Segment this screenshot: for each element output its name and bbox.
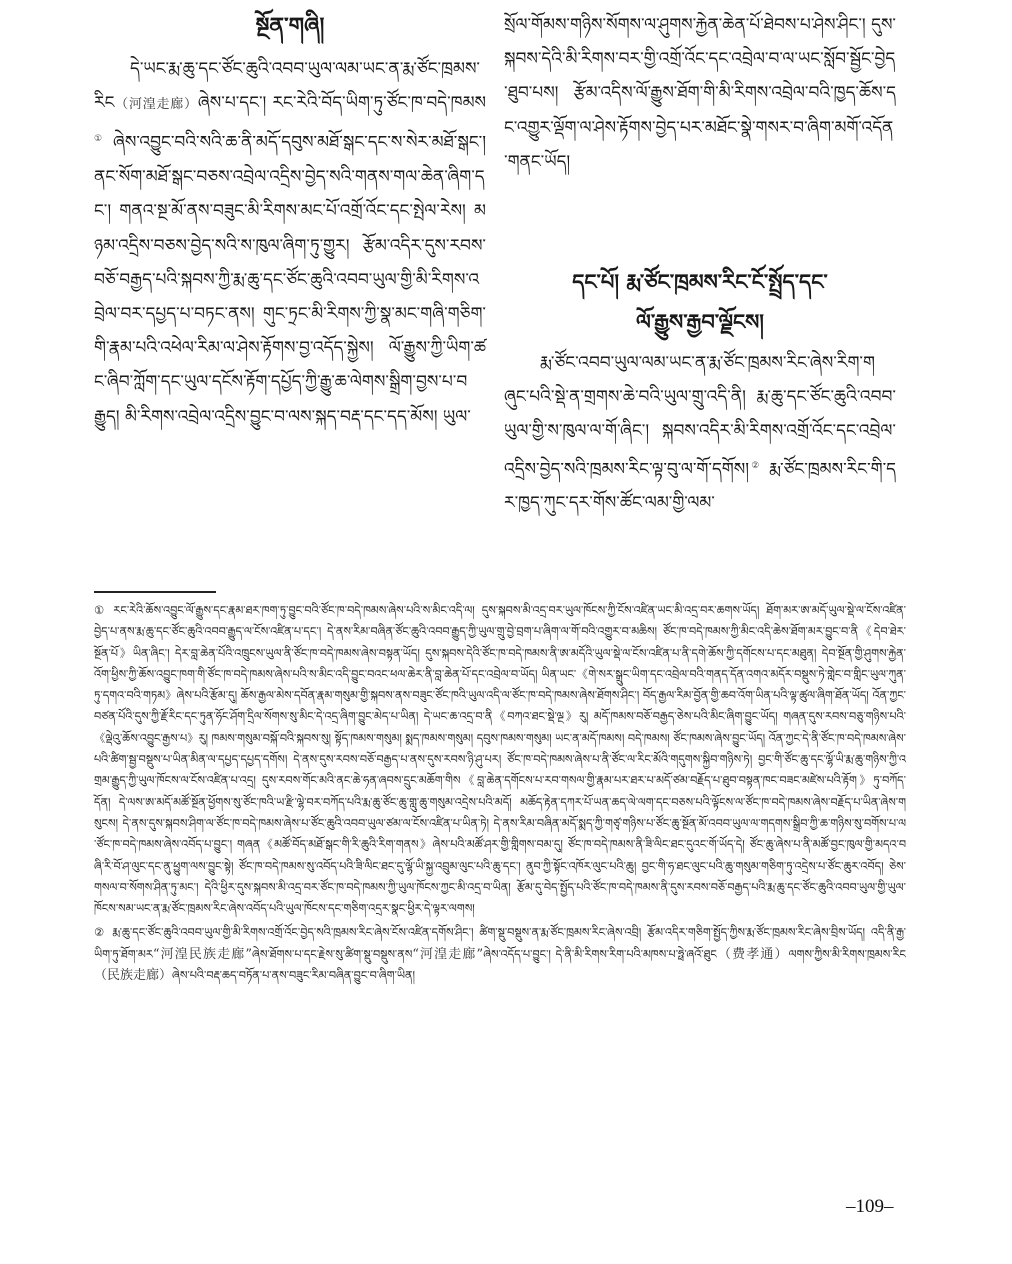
footnote-text: ཡིན་ཞིང་། དེར་བླ་ཆེན་པོའི་འཁྲུངས་ཡུལ་ནི་ཙོང་ཁ་བདེ་ཁམས་ཞེས་བསྟན་ཡོད། དུས་སྐབས་དེའི་ཙོང་ཁ་བདེ་ཁམས་ནི་ཨ་མདོའི་ཡུལ་སྡེ་ལ་ངོས་འཛིན་པ་ནི་དགེ་ཆོས་ཀྱི་དགོངས་པ་དང་མཐུན། དེབ་སྔོན་གྱི་ཤུགས་རྐྱེན་འོག་ཕྱིས་ཀྱི་ཆོས་འབྱུང་ཁག་གི་ཙོང་ཁ་བདེ་ཁམས་ཞེས་པའི་ས་མིང་འདི་བྱུང་བའང་ཕལ་ཆེར་ནི་བླ་ཆེན་པོ་དང་འབྲེལ་བ་ཡོད། ཡིན་ཡང་ xyxy=(94,646,906,681)
body-paragraph xyxy=(94,52,486,434)
body-paragraph xyxy=(504,346,896,521)
left-column xyxy=(94,0,486,434)
chinese-gloss: （河湟走廊） xyxy=(114,97,198,113)
chinese-gloss: （费孝通） xyxy=(716,946,789,962)
paragraph-text: ཞེས་པ་དང་། རང་རེའི་བོད་ཡིག་ཏུ་ཙོང་ཁ་བདེ་ཁམས xyxy=(197,93,486,114)
footnote-ref-1[interactable]: ① xyxy=(94,134,113,145)
chinese-gloss: （民族走廊） xyxy=(94,968,173,984)
footnote-text: ལགས་ཀྱིས་མི་རིགས་ཁྲམས་རིང xyxy=(788,947,906,961)
footnote-mark: ① xyxy=(94,604,108,617)
cited-title: 《དེབ་ཐེར་སྔོན་པོ》 xyxy=(94,625,906,660)
footnote-text: ཞེས་པའི་བརྡ་ཆད་བཏོན་པ་ནས་བཟུང་རིམ་བཞིན་བྱུང་བ་ཞིག་ཡིན། xyxy=(172,969,415,983)
footnote-text: རང་རེའི་ཆོས་འབྱུང་ལོ་རྒྱུས་དང་རྣམ་ཐར་ཁག་ཏུ་བྱུང་བའི་ཙོང་ཁ་བདེ་ཁམས་ཞེས་པའི་ས་མིང་འདི་ལ། དུས་སྐབས་མི་འདྲ་བར་ཡུལ་ཁོངས་ཀྱི་ངོས་འཛིན་ཡང་མི་འདྲ་བར་ཆགས་ཡོད། ཐོག་མར་ཨ་མདོ་ཡུལ་སྡེ་ལ་ངོས་འཛིན་བྱེད་པ་ནས་རྨ་ཆུ་དང་ཙོང་ཆུའི་འབབ་རྒྱུད་ལ་ངོས་འཛིན་པ་དང་། དེ་ནས་རིམ་བཞིན་ཙོང་ཆུའི་འབབ་རྒྱུད་ཀྱི་ཡུལ་གྲུ་བྱེ་བྲག་པ་ཞིག་ལ་གོ་བའི་འགྱུར་བ་མཆིས། ཙོང་ཁ་བདེ་ཁམས་ཀྱི་མིང་འདི་ཆེས་ཐོག་མར་བྱུང་བ་ནི xyxy=(94,604,906,639)
footnote-text: ཏུ་བཀོད་དོན། དེ་ལས་ཨ་མདོ་མཚོ་སྔོན་ཕྱོགས་སུ་ཙོང་ཁའི་ཡ་རྫི་ལྷེ་བར་བཀོད་པའི་རྨ་ཆུ་ཙོང་ཆུ་གླུ་ཆུ་གསུམ་འདྲེས་པའི་མདོ། མཆོད་རྟེན་དཀར་པོ་ཡན་ཆད་ལེ་ལག་དང་བཅས་པའི་ལྟོངས་ལ་ཙོང་ཁ་བདེ་ཁམས་ཞེས་བརྗོད་པ་ཡིན་ཞེས་གསུངས། དེ་ནས་དུས་སྐབས་ཤིག་ལ་ཙོང་ཁ་བདེ་ཁམས་ཞེས་པ་ཙོང་ཆུའི་འབབ་ཡུལ་ཙམ་ལ་ངོས་འཛིན་པ་ཡིན་ཏེ། དེ་ནས་རིམ་བཞིན་མདོ་སྨད་ཀྱི་གཙྭ་གཉིས་པ་ཙོང་ཆུ་སྔོན་མོ་འབབ་ཡུལ་ལ་གདགས་སྒྲིབ་ཀྱི་ཆ་གཉིས་སུ་བགོས་པ་ལ་ཙོང་ཁ་བདེ་ཁམས་ཞེས་འབོད་པ་བྱུང་། གཞན xyxy=(94,774,907,852)
footnote-separator xyxy=(94,591,216,593)
footnote-text: ཞེས་པའི་མཚོ་ཤར་གྱི་གླིགས་བམ་དུ། ཙོང་ཁ་བདེ་ཁམས་ནི་ཟི་ལིང་ཐང་དུའང་གོ་ཡོད་དེ། ཙོང་ཆུ་ཞེས་པ་ནི་མཚོ་བྱང་ཁུལ་གྱི་མདའ་བཞི་རི་བོ་ཤ་ལུང་དང་ནུ་ཕྱུག་ལས་བྱུང་སྟེ། ཙོང་ཁ་བདེ་ཁམས་སུ་འབོད་པའི་ཟི་ལིང་ཐང་དུ་ལྷོ་ཡི་སྐྱ་འབྲུམ་ལུང་པའི་ཆུ་དང་། ནུབ་ཀྱི་སྟོང་འཁོར་ལུང་པའི་ཆུ། བྱང་གི་ཧ་ཐང་ལུང་པའི་ཆུ་གསུམ་གཅིག་ཏུ་འདྲེས་པ་ཙོང་ཆུར་འབོད། ཅེས་གསལ་བ་སོགས་ཤིན་ཏུ་མང་། དེའི་ཕྱིར་དུས་སྐབས་མི་འདྲ་བར་ཙོང་ཁ་བདེ་ཁམས་ཀྱི་ཡུལ་ཁོངས་ཀྱང་མི་འདྲ་བ་ཡིན། རྩོམ་དུ་བེད་སྤྱོད་པའི་ཙོང་ཁ་བདེ་ཁམས་ནི་དུས་རབས་བཅོ་བརྒྱད་པའི་རྨ་ཆུ་དང་ཙོང་ཆུའི་འབབ་ཡུལ་གྱི་ཡུལ་ཁོངས་སམ་ཡང་ན་རྨ་ཙོང་ཁྲམས་རིང་ཞེས་འབོད་པའི་ཡུལ་ཁོངས་དང་གཅིག་འདྲར་སྣང་ཕྱིར་དེ་ལྟར་ལགས། xyxy=(94,838,906,916)
page-number: –109– xyxy=(846,1196,894,1217)
footnotes xyxy=(94,600,906,989)
footnote-ref-2[interactable]: ② xyxy=(749,460,762,471)
paragraph-text: རྨ་ཙོང་འབབ་ཡུལ་ལམ་ཡང་ན་རྨ་ཙོང་ཁྲམས་རིང་ཞེས་རིག་གཞུང་པའི་སྡེ་ན་གྲགས་ཆེ་བའི་ཡུལ་གྲུ་འདི་ནི། རྨ་ཆུ་དང་ཙོང་ཆུའི་འབབ་ཡུལ་གྱི་ས་ཁུལ་ལ་གོ་ཞིང་། སྐབས་འདིར་མི་རིགས་འགྲོ་འོང་དང་འབྲེལ་འདྲིས་བྱེད་སའི་ཁྲམས་རིང་ལྟ་བུ་ལ་གོ་དགོས། xyxy=(504,353,896,480)
footnote-1 xyxy=(94,600,906,919)
chinese-gloss: “河湟走廊” xyxy=(412,946,484,962)
paragraph-text: རྨ་ཙོང་ཁྲམས་རིང་གི་དར་ཁྱད་ཀུང་དར་གོས་ཚོང་ལམ་གྱི་ལམ་ xyxy=(504,459,897,514)
footnote-text: ཞེས་པའི་རྩོམ་དུ། ཆོས་རྒྱལ་མེས་དབོན་རྣམ་གསུམ་གྱི་སྐབས་ནས་བཟུང་ཙོང་ཁའི་ཡུལ་འདི་ལ་ཙོང་ཁ་བདེ་ཁམས་ཞེས་ཐོགས་ཤིང་། བོད་རྒྱལ་རིམ་བྱོན་གྱི་ཆབ་འོག་ཡིན་པའི་ལྟ་ཚུལ་ཞིག་ཐོན་ཡོད། འོན་ཀྱང་བཙན་པོའི་དུས་ཀྱི་རྗོ་རིང་དང་ཏུན་ཧོང་ཤོག་དྲིལ་སོགས་སུ་མིང་དེ་འདྲ་ཞིག་བྱུང་མེད་པ་ཡིན། དེ་ཡང་ཆ་འདྲ་བ་ནི xyxy=(94,689,906,724)
section-heading-introduction: སྔོན་གཞི། xyxy=(255,14,325,39)
section-heading-line: ལོ་རྒྱུས་རྒྱབ་ལྗོངས། xyxy=(636,310,764,334)
chinese-gloss: “河湟民族走廊” xyxy=(152,946,253,962)
paragraph-text: ཞེས་འབྱུང་བའི་སའི་ཆ་ནི་མདོ་དབུས་མཐོ་སྒང་དང་ས་སེར་མཐོ་སྒང་། ནང་སོག་མཐོ་སྒང་བཅས་འབྲེལ་འདྲིས་བྱེད་སའི་གནས་གལ་ཆེན་ཞིག་དང་། གནའ་སྔ་མོ་ནས་བཟུང་མི་རིགས་མང་པོ་འགྲོ་འོང་དང་སྤེལ་རེས། མཉམ་འདྲིས་བཅས་བྱེད་སའི་ས་ཁུལ་ཞིག་ཏུ་གྱུར། རྩོམ་འདིར་དུས་རབས་བཅོ་བརྒྱད་པའི་སྐབས་ཀྱི་རྨ་ཆུ་དང་ཙོང་ཆུའི་འབབ་ཡུལ་གྱི་མི་རིགས་འབྲེལ་བར་དཔྱད་པ་བཏང་ནས། གུང་ཏྲང་མི་རིགས་ཀྱི་སྣ་མང་གཞི་གཅིག་གི་རྣམ་པའི་འཕེལ་རིམ་ལ་ཤེས་རྟོགས་བྱ་འདོད་སྐྱེས། ལོ་རྒྱུས་ཀྱི་ཡིག་ཚང་ཞིབ་ཀློག་དང་ཡུལ་དངོས་རྟོག་དཔྱོད་ཀྱི་རྒྱུ་ཆ་ལེགས་སྒྲིག་བྱས་པ་བརྒྱུད། མི་རིགས་འབྲེལ་འདྲིས་བྱུང་བ་ལས་སྐད་བརྡ་དང་དད་མོས། ཡུལ་ xyxy=(94,133,486,427)
body-paragraph-continued: སྲོལ་གོམས་གཉིས་སོགས་ལ་ཤུགས་རྐྱེན་ཆེན་པོ་ཐེབས་པ་ཤེས་ཤིང་། དུས་སྐབས་དེའི་མི་རིགས་བར་གྱི་འགྲོ་འོང་དང་འབྲེལ་བ་ལ་ཡང་སློབ་སྦྱོང་བྱེད་ཐུབ་པས། རྩོམ་འདིས་ལོ་རྒྱུས་ཐོག་གི་མི་རིགས་འབྲེལ་བའི་ཁྱད་ཆོས་དང་འགྱུར་ལྡོག་ལ་ཤེས་རྟོགས་བྱེད་པར་མཐོང་སྣེ་གསར་བ་ཞིག་མགོ་འདོན་གནང་ཡོད། xyxy=(504,15,896,172)
footnote-text: རུ། མདོ་ཁམས་བཅོ་བརྒྱད་ཅེས་པའི་མིང་ཞིག་བྱུང་ཡོད། གཞན་དུས་རབས་བཅུ་གཉིས་པའི་ xyxy=(578,710,906,724)
cited-title: 《བླ་ཆེན་དགོངས་པ་རབ་གསལ་གྱི་རྣམ་པར་ཐར་པ་མདོ་ཙམ་བརྗོད་པ་ཐུབ་བསྟན་ཁང་བཟང་མཛེས་པའི་རྟོག》 xyxy=(460,774,874,788)
footnote-text: རུ། ཁམས་གསུམ་བསྐོ་བའི་སྐབས་སུ། སྟོད་ཁམས་གསུམ། སྨད་ཁམས་གསུམ། དབུས་ཁམས་གསུམ། ཡང་ན་མདོ་ཁམས། བདེ་ཁམས། ཙོང་ཁམས་ཞེས་བྱུང་ཡོད། འོན་ཀྱང་དེ་ནི་ཙོང་ཁ་བདེ་ཁམས་ཞེས་པའི་ཚིག་སྦྱ་བསྡུས་པ་ཡིན་མིན་ལ་དཔྱད་དཔྱད་དགོས། དེ་ནས་དུས་རབས་བཅོ་བརྒྱད་པ་ནས་དུས་རབས་ཉི་ཤུ་པར། ཙོང་ཁ་བདེ་ཁམས་ཞེས་པ་ནི་ཙོང་ལ་རིང་མོའི་གདུགས་སྐྱིབ་གཉིས་ཏེ། བྱང་གི་ཙོང་ཆུ་དང་ལྷོ་ཡི་རྨ་ཆུ་གཉིས་ཀྱི་འགྲམ་རྒྱུད་ཀྱི་ཡུལ་ཁོངས་ལ་ངོས་འཛིན་པ་འདྲ། དུས་རབས་གོང་མའི་ནང་ཆེ་ཧན་ཞབས་དྲུང་མཆོག་གིས xyxy=(94,731,906,788)
section-heading-line: དང་པོ། རྨ་ཙོང་ཁྲམས་རིང་ངོ་སྤྲོད་དང་ xyxy=(572,270,828,294)
section-heading-one xyxy=(504,262,896,342)
footnote-2 xyxy=(94,922,906,986)
right-column xyxy=(504,0,896,521)
cited-title: 《གེ་སར་སྒྲུང་ཡིག་དང་འབྲེལ་བའི་གནད་དོན་འགའ་མདོར་བསྡུས་ཏེ་གླེང་བ་གླིང་ཡུལ་ཀུན་ཏུ་དགའ་བའི་གཏམ》 xyxy=(94,667,906,703)
footnote-mark: ② xyxy=(94,926,107,940)
cited-title: 《མཚོ་བོད་མཐོ་སྒང་གི་རི་ཆུའི་རིག་གནས》 xyxy=(260,838,433,852)
footnote-text: ཞེས་འདོད་པ་བྱུང་། དེ་ནི་མི་རིགས་རིག་པའི་མཁས་པ་ཧྥེ་ཞའོ་ཐུང xyxy=(483,947,717,961)
cited-title: 《བཀའ་ཐང་སྡེ་ལྔ》 xyxy=(492,710,579,724)
paragraph-text: དེ་ཡང་རྨ་ཆུ་དང་ཙོང་ཆུའི་འབབ་ཡུལ་ལམ་ཡང་ན་རྨ་ཙོང་ཁྲམས་རིང xyxy=(94,59,480,114)
footnote-text: རྨ་ཆུ་དང་ཙོང་ཆུའི་འབབ་ཡུལ་གྱི་མི་རིགས་འགྲོ་འོང་བྱེད་སའི་ཁྲམས་རིང་ཞེས་ངོས་འཛིན་དགོས་ཤིང་། ཚིག་སྡུ་བསྡུས་ན་རྨ་ཙོང་ཁྲམས་རིང་ཞེས་འབྲི། རྩོམ་འདིར་གཅིག་སྤྱོད་ཀྱིས་རྨ་ཙོང་ཁྲམས་རིང་ཞེས་བྲིས་ཡོད། འདི་ནི་རྒྱ་ཡིག་ཏུ་ཐོག་མར xyxy=(94,926,906,961)
cited-title: 《ལྡེའུ་ཆོས་འབྱུང་རྒྱས་པ》 xyxy=(94,731,199,745)
footnote-text: ཞེས་ཐོགས་པ་དང་རྗེས་སུ་ཚིག་སྡུ་བསྡུས་ནས xyxy=(252,947,413,961)
